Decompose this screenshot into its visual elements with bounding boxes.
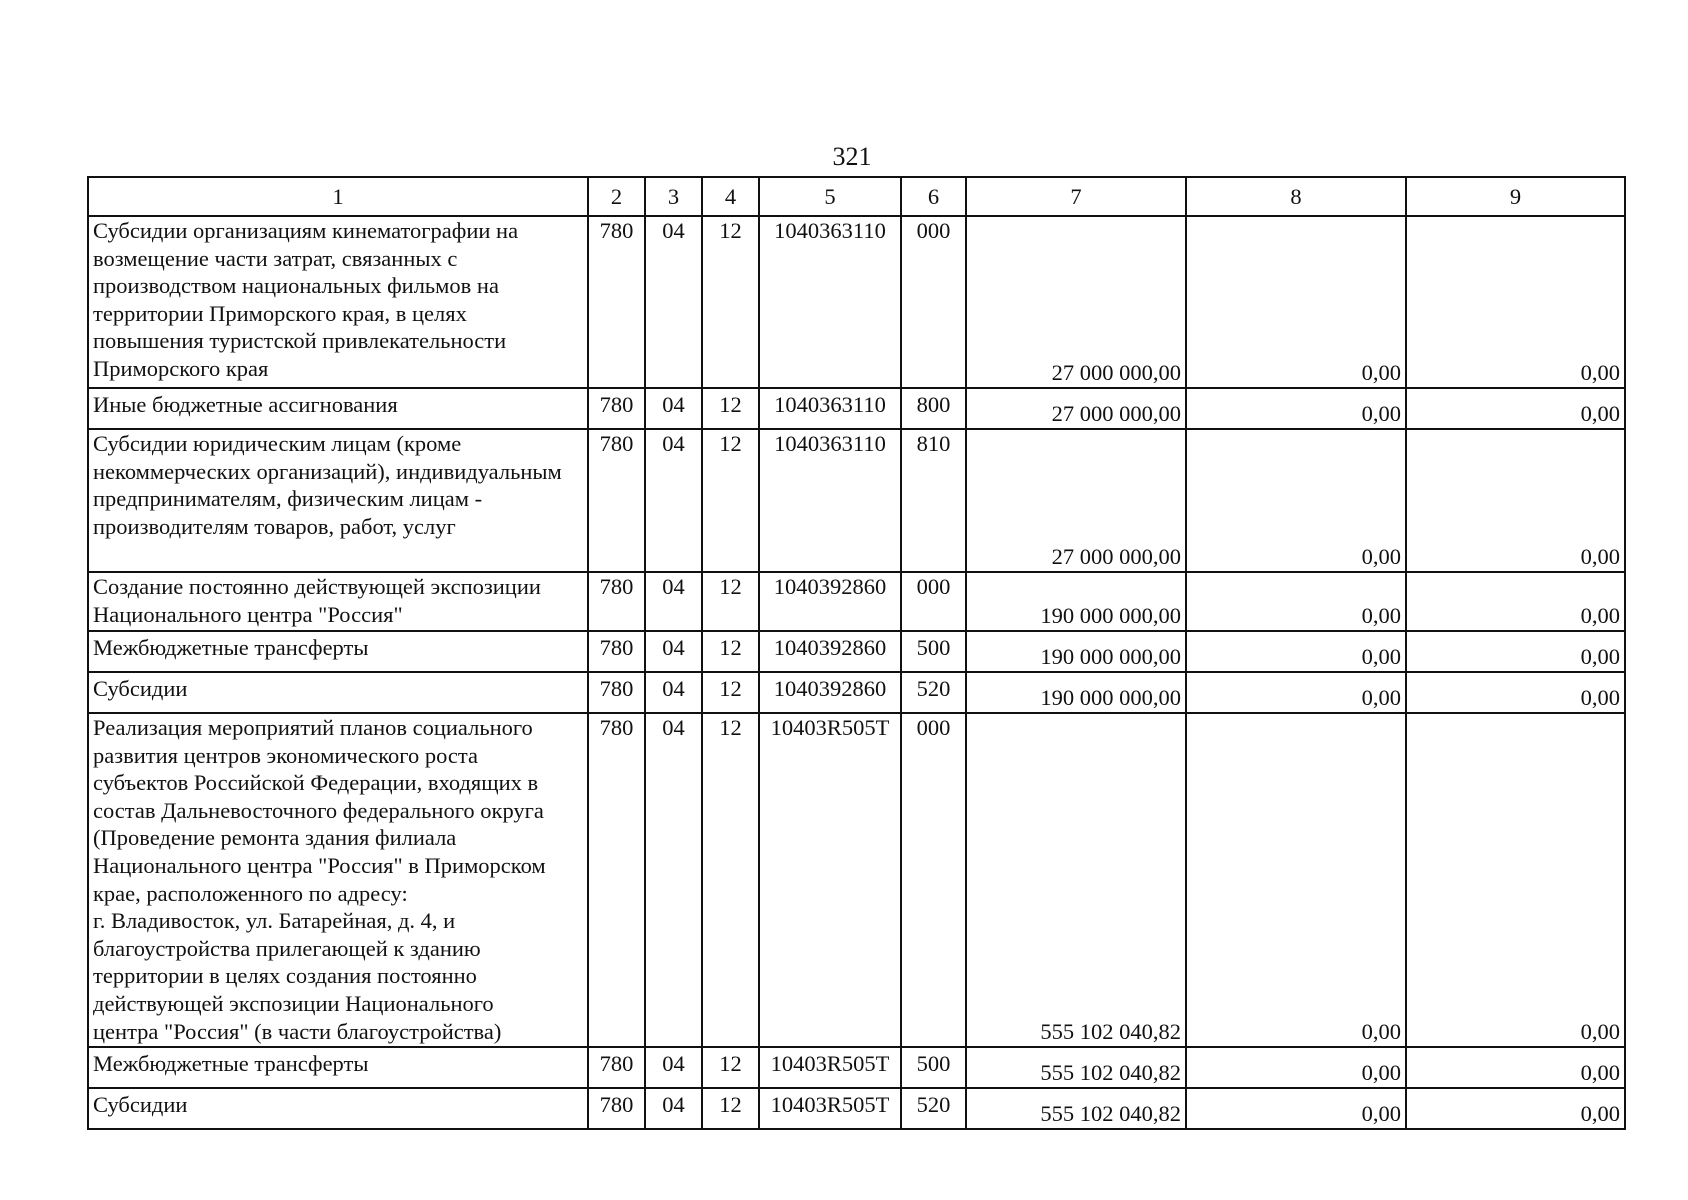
row-name-line: действующей экспозиции Национального <box>93 990 494 1016</box>
cell-amount-9: 0,00 <box>1406 572 1625 631</box>
cell-code-3: 04 <box>645 429 702 572</box>
cell-code-3: 04 <box>645 388 702 429</box>
cell-code-5: 1040363110 <box>759 388 901 429</box>
cell-code-6: 520 <box>901 672 966 713</box>
cell-code-4: 12 <box>702 672 759 713</box>
cell-code-6: 000 <box>901 713 966 1047</box>
cell-amount-7: 190 000 000,00 <box>966 572 1186 631</box>
cell-code-6: 000 <box>901 216 966 388</box>
cell-code-2: 780 <box>588 388 645 429</box>
column-header: 8 <box>1186 177 1406 216</box>
cell-amount-8: 0,00 <box>1186 713 1406 1047</box>
cell-code-2: 780 <box>588 713 645 1047</box>
cell-code-6: 520 <box>901 1088 966 1129</box>
cell-code-6: 500 <box>901 631 966 672</box>
cell-amount-9: 0,00 <box>1406 631 1625 672</box>
cell-code-6: 000 <box>901 572 966 631</box>
cell-amount-7: 190 000 000,00 <box>966 672 1186 713</box>
cell-code-3: 04 <box>645 1088 702 1129</box>
cell-code-5: 10403R505T <box>759 713 901 1047</box>
cell-amount-7: 555 102 040,82 <box>966 1047 1186 1088</box>
cell-code-5: 1040392860 <box>759 672 901 713</box>
cell-amount-8: 0,00 <box>1186 631 1406 672</box>
cell-amount-8: 0,00 <box>1186 1047 1406 1088</box>
cell-code-2: 780 <box>588 1088 645 1129</box>
cell-amount-7: 190 000 000,00 <box>966 631 1186 672</box>
row-name: Субсидии юридическим лицам (кроме некоммерческих организаций), индивидуальным предпринимателям, физическим лицам - производителям товаров, работ, услуг <box>88 429 588 572</box>
cell-amount-8: 0,00 <box>1186 388 1406 429</box>
cell-amount-9: 0,00 <box>1406 713 1625 1047</box>
cell-code-4: 12 <box>702 631 759 672</box>
cell-code-2: 780 <box>588 216 645 388</box>
table-row <box>88 713 1625 1047</box>
cell-code-2: 780 <box>588 631 645 672</box>
column-header: 3 <box>645 177 702 216</box>
cell-amount-8: 0,00 <box>1186 429 1406 572</box>
cell-code-3: 04 <box>645 1047 702 1088</box>
cell-code-4: 12 <box>702 713 759 1047</box>
table-row <box>88 1088 1625 1129</box>
row-name: Межбюджетные трансферты <box>88 631 588 672</box>
page-number: 321 <box>832 142 872 171</box>
column-header: 5 <box>759 177 901 216</box>
row-name-line: благоустройства прилегающей к зданию <box>93 935 481 961</box>
cell-amount-9: 0,00 <box>1406 388 1625 429</box>
row-name-line: территории в целях создания постоянно <box>93 963 477 989</box>
row-name: Субсидии организациям кинематографии на возмещение части затрат, связанных с производством национальных фильмов на территории Приморского края, в целях повышения туристской привлекательности Приморского края <box>88 216 588 388</box>
column-header: 9 <box>1406 177 1625 216</box>
row-name: Субсидии <box>88 672 588 713</box>
table-row <box>88 672 1625 713</box>
row-name: Создание постоянно действующей экспозиции Национального центра "Россия" <box>88 572 588 631</box>
row-name-line: (Проведение ремонта здания филиала <box>93 825 457 851</box>
cell-code-5: 1040363110 <box>759 429 901 572</box>
row-name: Субсидии <box>88 1088 588 1129</box>
cell-code-4: 12 <box>702 388 759 429</box>
row-name <box>88 713 588 1047</box>
cell-amount-8: 0,00 <box>1186 672 1406 713</box>
row-name-line: Национального центра "Россия" в Приморском <box>93 852 546 878</box>
table-row <box>88 388 1625 429</box>
cell-code-5: 1040392860 <box>759 572 901 631</box>
cell-amount-8: 0,00 <box>1186 572 1406 631</box>
cell-code-6: 800 <box>901 388 966 429</box>
cell-amount-7: 555 102 040,82 <box>966 713 1186 1047</box>
cell-amount-8: 0,00 <box>1186 1088 1406 1129</box>
cell-amount-9: 0,00 <box>1406 1047 1625 1088</box>
table-row <box>88 631 1625 672</box>
cell-amount-9: 0,00 <box>1406 672 1625 713</box>
cell-amount-9: 0,00 <box>1406 216 1625 388</box>
cell-amount-7: 555 102 040,82 <box>966 1088 1186 1129</box>
row-name-line: г. Владивосток, ул. Батарейная, д. 4, и <box>93 908 456 934</box>
row-name-line: субъектов Российской Федерации, входящих в <box>93 770 539 796</box>
cell-code-2: 780 <box>588 572 645 631</box>
table-row <box>88 216 1625 388</box>
cell-code-2: 780 <box>588 429 645 572</box>
row-name-line: состав Дальневосточного федерального округа <box>93 797 544 823</box>
cell-code-3: 04 <box>645 713 702 1047</box>
row-name: Межбюджетные трансферты <box>88 1047 588 1088</box>
cell-amount-9: 0,00 <box>1406 429 1625 572</box>
cell-code-6: 810 <box>901 429 966 572</box>
cell-code-6: 500 <box>901 1047 966 1088</box>
cell-code-3: 04 <box>645 631 702 672</box>
row-name-line: развития центров экономического роста <box>93 742 478 768</box>
cell-amount-7: 27 000 000,00 <box>966 216 1186 388</box>
cell-code-4: 12 <box>702 1047 759 1088</box>
cell-code-4: 12 <box>702 572 759 631</box>
row-name-line: Реализация мероприятий планов социального <box>93 715 533 740</box>
cell-code-5: 10403R505T <box>759 1088 901 1129</box>
cell-code-5: 1040363110 <box>759 216 901 388</box>
cell-code-4: 12 <box>702 429 759 572</box>
cell-code-4: 12 <box>702 1088 759 1129</box>
row-name: Иные бюджетные ассигнования <box>88 388 588 429</box>
cell-code-3: 04 <box>645 216 702 388</box>
cell-code-5: 10403R505T <box>759 1047 901 1088</box>
cell-amount-8: 0,00 <box>1186 216 1406 388</box>
cell-code-2: 780 <box>588 1047 645 1088</box>
table-row <box>88 572 1625 631</box>
cell-code-4: 12 <box>702 216 759 388</box>
cell-amount-7: 27 000 000,00 <box>966 429 1186 572</box>
cell-amount-9: 0,00 <box>1406 1088 1625 1129</box>
column-header: 4 <box>702 177 759 216</box>
cell-amount-7: 27 000 000,00 <box>966 388 1186 429</box>
table-row <box>88 429 1625 572</box>
cell-code-3: 04 <box>645 572 702 631</box>
row-name-line: центра "Россия" (в части благоустройства) <box>93 1018 502 1044</box>
cell-code-3: 04 <box>645 672 702 713</box>
budget-table <box>87 176 1626 1130</box>
table-row <box>88 1047 1625 1088</box>
column-header: 2 <box>588 177 645 216</box>
column-header: 1 <box>88 177 588 216</box>
table-header-row <box>88 177 1625 216</box>
row-name-line: крае, расположенного по адресу: <box>93 880 408 906</box>
column-header: 7 <box>966 177 1186 216</box>
column-header: 6 <box>901 177 966 216</box>
cell-code-5: 1040392860 <box>759 631 901 672</box>
cell-code-2: 780 <box>588 672 645 713</box>
